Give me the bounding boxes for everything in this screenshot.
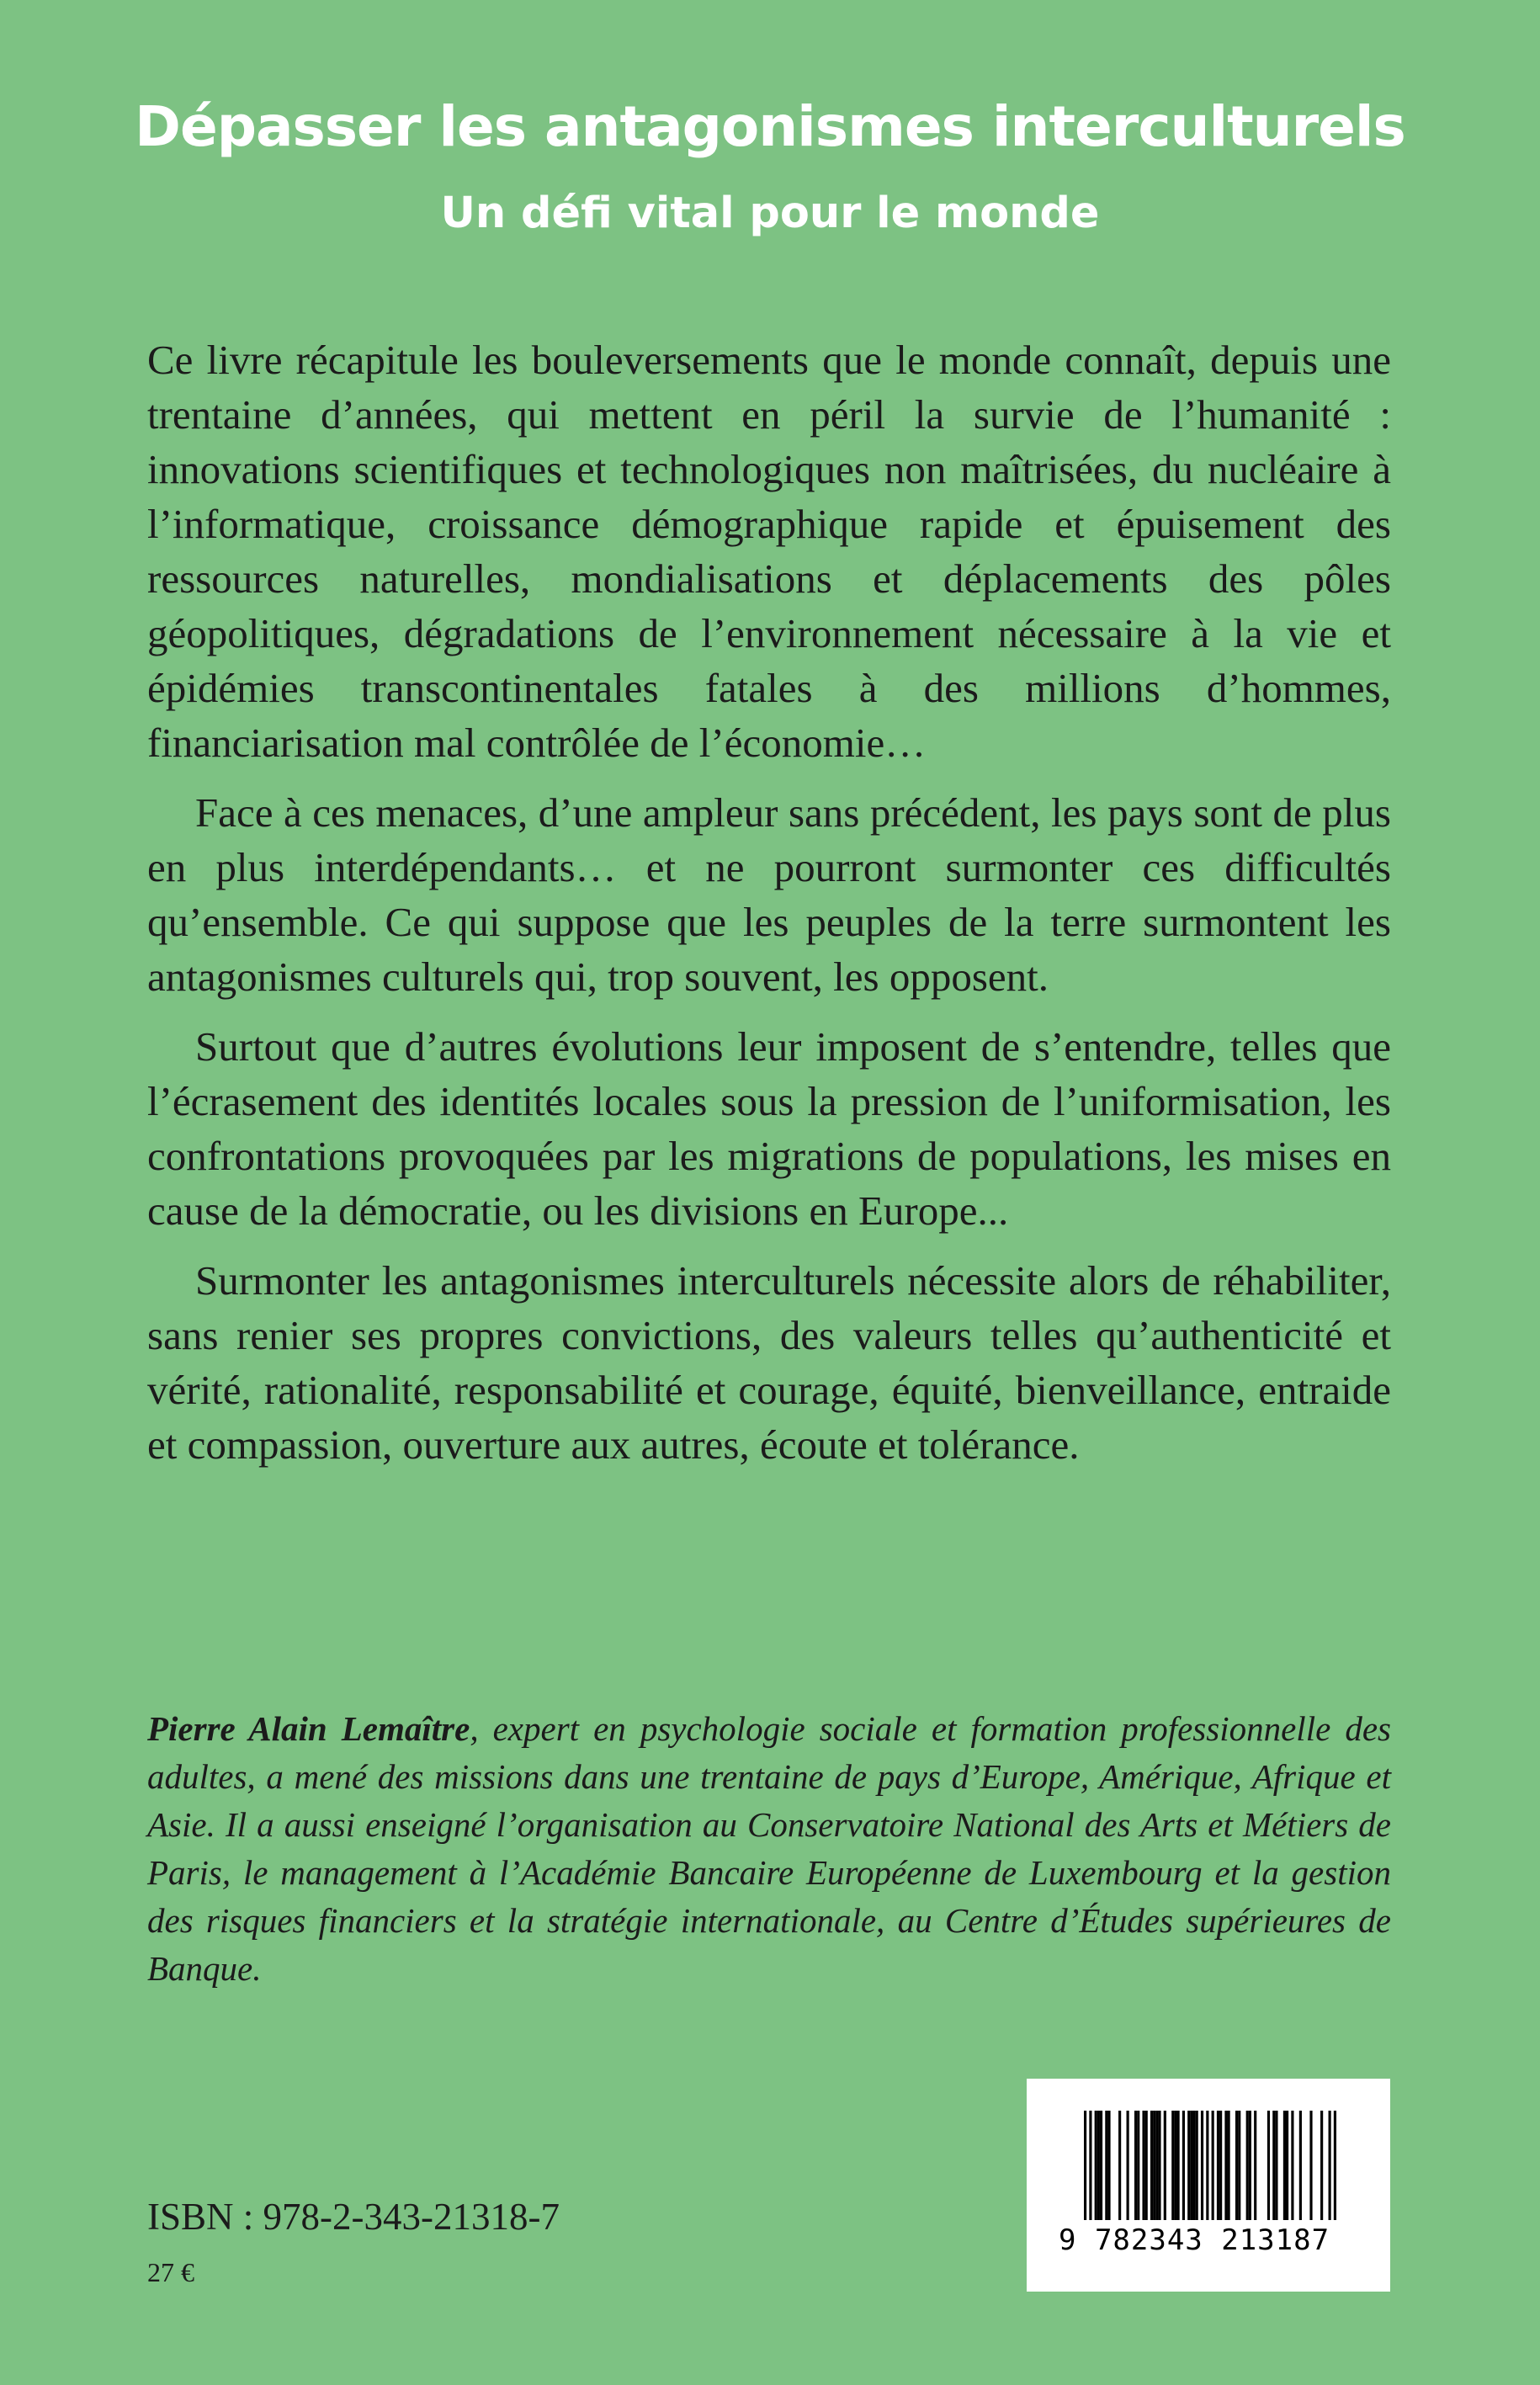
- barcode-bars: [1084, 2111, 1336, 2228]
- barcode-bar: [1089, 2111, 1091, 2220]
- barcode-bar: [1084, 2111, 1086, 2220]
- barcode-bar: [1309, 2111, 1312, 2220]
- barcode-bar: [1095, 2111, 1097, 2220]
- isbn-label: ISBN : 978-2-343-21318-7: [147, 2196, 560, 2238]
- barcode-bar: [1177, 2111, 1180, 2220]
- barcode-bar: [1145, 2111, 1148, 2220]
- barcode-bar: [1187, 2111, 1190, 2220]
- barcode-bar: [1100, 2111, 1102, 2220]
- barcode-bar: [1235, 2111, 1238, 2220]
- barcode-bar: [1192, 2111, 1195, 2220]
- summary-paragraph-4: Surmonter les antagonismes interculturels nécessite alors de réhabiliter, sans renier ses propres convictions, des valeurs telles qu’authenticité et vérité, rationalité, responsabilité et courage, équité, bienveillance, entraide et compassion, ouverture aux autres, écoute et tolérance.: [147, 1257, 1391, 1468]
- summary-paragraph-2: Face à ces menaces, d’une ampleur sans précédent, les pays sont de plus en plus interdépendants… et ne pourront surmonter ces difficultés qu’ensemble. Ce qui suppose que les peuples de la terre surmontent les antagonismes culturels qui, trop souvent, les opposent.: [147, 789, 1391, 1000]
- barcode-bar: [1097, 2111, 1100, 2220]
- barcode-bar: [1228, 2111, 1230, 2220]
- barcode-bar: [1219, 2111, 1222, 2220]
- barcode-bar: [1174, 2111, 1176, 2220]
- barcode-bar: [1182, 2111, 1185, 2220]
- barcode-bar: [1334, 2111, 1336, 2220]
- barcode-bar: [1137, 2111, 1139, 2220]
- barcode-bar: [1171, 2111, 1174, 2220]
- summary-paragraph-1: Ce livre récapitule les bouleversements que le monde connaît, depuis une trentaine d’années, qui mettent en péril la survie de l’humanité : innovations scientifiques et technologiques non maîtrisées, du nucléaire à l’informatique, croissance démographique rapide et épuisement des ressources naturelles, mondialisations et déplacements des pôles géopolitiques, dégradations de l’environnement nécessaire à la vie et épidémies transcontinentales fatales à des millions d’hommes, financiarisation mal contrôlée de l’économie…: [147, 337, 1391, 766]
- barcode-bar: [1206, 2111, 1208, 2220]
- barcode-bar: [1217, 2111, 1219, 2220]
- barcode-number: 9 782343 213187: [1059, 2223, 1330, 2257]
- barcode-bar: [1155, 2111, 1158, 2220]
- barcode-bar: [1320, 2111, 1323, 2220]
- barcode-bar: [1153, 2111, 1155, 2220]
- author-bio: [147, 1705, 1391, 1993]
- barcode-bar: [1275, 2111, 1277, 2220]
- barcode-bar: [1246, 2111, 1249, 2220]
- barcode-bar: [1299, 2111, 1302, 2220]
- barcode-bar: [1105, 2111, 1107, 2220]
- barcode-bar: [1134, 2111, 1137, 2220]
- barcode-bar: [1150, 2111, 1153, 2220]
- price-label: 27 €: [147, 2257, 194, 2287]
- barcode-bar: [1158, 2111, 1160, 2220]
- barcode-bar: [1107, 2111, 1110, 2220]
- barcode-bar: [1142, 2111, 1144, 2220]
- book-title: Dépasser les antagonismes interculturels: [135, 94, 1405, 159]
- barcode-bar: [1118, 2111, 1121, 2220]
- barcode-bar: [1272, 2111, 1275, 2220]
- barcode-bar: [1127, 2111, 1129, 2220]
- barcode-bar: [1283, 2111, 1286, 2220]
- barcode-bar: [1238, 2111, 1240, 2220]
- barcode-bar: [1196, 2111, 1198, 2220]
- summary-paragraph-3: Surtout que d’autres évolutions leur imposent de s’entendre, telles que l’écrasement des identités locales sous la pression de l’uniformisation, les confrontations provoquées par les migrations de populations, les mises en cause de la démocratie, ou les divisions en Europe...: [147, 1023, 1391, 1234]
- barcode-bar: [1267, 2111, 1270, 2220]
- author-name: Pierre Alain Lemaître: [147, 1709, 470, 1748]
- book-subtitle: Un défi vital pour le monde: [440, 189, 1100, 238]
- barcode-bar: [1254, 2111, 1256, 2220]
- barcode-bar: [1329, 2111, 1331, 2220]
- barcode: [1027, 2079, 1390, 2292]
- barcode-bar: [1249, 2111, 1251, 2220]
- summary-text: [147, 332, 1391, 1487]
- barcode-bar: [1291, 2111, 1293, 2220]
- barcode-bar: [1201, 2111, 1203, 2220]
- barcode-bar: [1212, 2111, 1214, 2220]
- barcode-bar: [1224, 2111, 1227, 2220]
- author-bio-text: , expert en psychologie sociale et formation professionnelle des adultes, a mené des missions dans une trentaine de pays d’Europe, Amérique, Afrique et Asie. Il a aussi enseigné l’organisation au Conservatoire National des Arts et Métiers de Paris, le management à l’Académie Bancaire Européenne de Luxembourg et la gestion des risques financiers et la stratégie internationale, au Centre d’Études supérieures de Banque.: [147, 1709, 1391, 1988]
- barcode-bar: [1164, 2111, 1166, 2220]
- barcode-bar: [1190, 2111, 1192, 2220]
- barcode-bar: [1286, 2111, 1288, 2220]
